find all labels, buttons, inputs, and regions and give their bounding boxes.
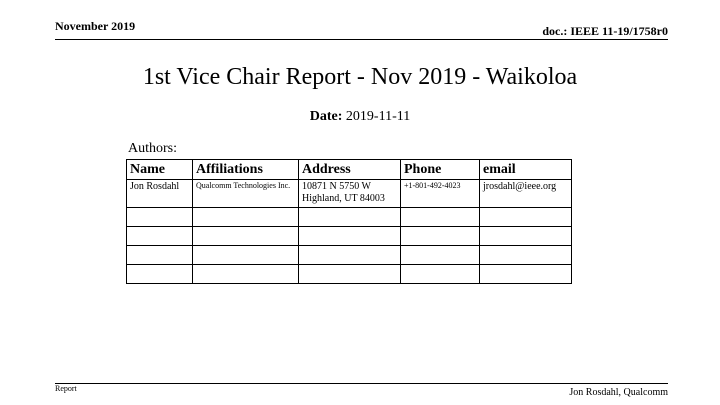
author-email: jrosdahl@ieee.org bbox=[480, 180, 572, 208]
slide-title: 1st Vice Chair Report - Nov 2019 - Waikoloa bbox=[142, 64, 578, 90]
date-label: Date: bbox=[309, 109, 343, 124]
table-row-empty bbox=[127, 246, 572, 265]
author-phone: +1-801-492-4023 bbox=[401, 180, 480, 208]
column-header-email: email bbox=[480, 160, 572, 180]
table-header-row bbox=[127, 160, 572, 180]
column-header-address: Address bbox=[299, 160, 401, 180]
table-row-empty bbox=[127, 227, 572, 246]
header-divider bbox=[55, 39, 668, 40]
author-affiliation: Qualcomm Technologies Inc. bbox=[193, 180, 299, 208]
column-header-name: Name bbox=[127, 160, 193, 180]
authors-label: Authors: bbox=[128, 141, 177, 156]
author-address-line2: Highland, UT 84003 bbox=[302, 193, 385, 204]
date-value: 2019-11-11 bbox=[345, 109, 411, 124]
footer-left-label: Report bbox=[55, 384, 77, 393]
author-address bbox=[299, 180, 401, 208]
table-row-empty bbox=[127, 265, 572, 284]
table-row-empty bbox=[127, 208, 572, 227]
table-row bbox=[127, 180, 572, 208]
header-doc-id: doc.: IEEE 11-19/1758r0 bbox=[542, 24, 668, 38]
column-header-phone: Phone bbox=[401, 160, 480, 180]
column-header-affiliations: Affiliations bbox=[193, 160, 299, 180]
authors-table bbox=[126, 159, 572, 284]
footer-author: Jon Rosdahl, Qualcomm bbox=[569, 387, 668, 398]
date-line bbox=[0, 109, 720, 125]
footer-divider bbox=[55, 383, 668, 384]
author-address-line1: 10871 N 5750 W bbox=[302, 181, 371, 192]
header-date: November 2019 bbox=[55, 19, 136, 33]
author-name: Jon Rosdahl bbox=[127, 180, 193, 208]
